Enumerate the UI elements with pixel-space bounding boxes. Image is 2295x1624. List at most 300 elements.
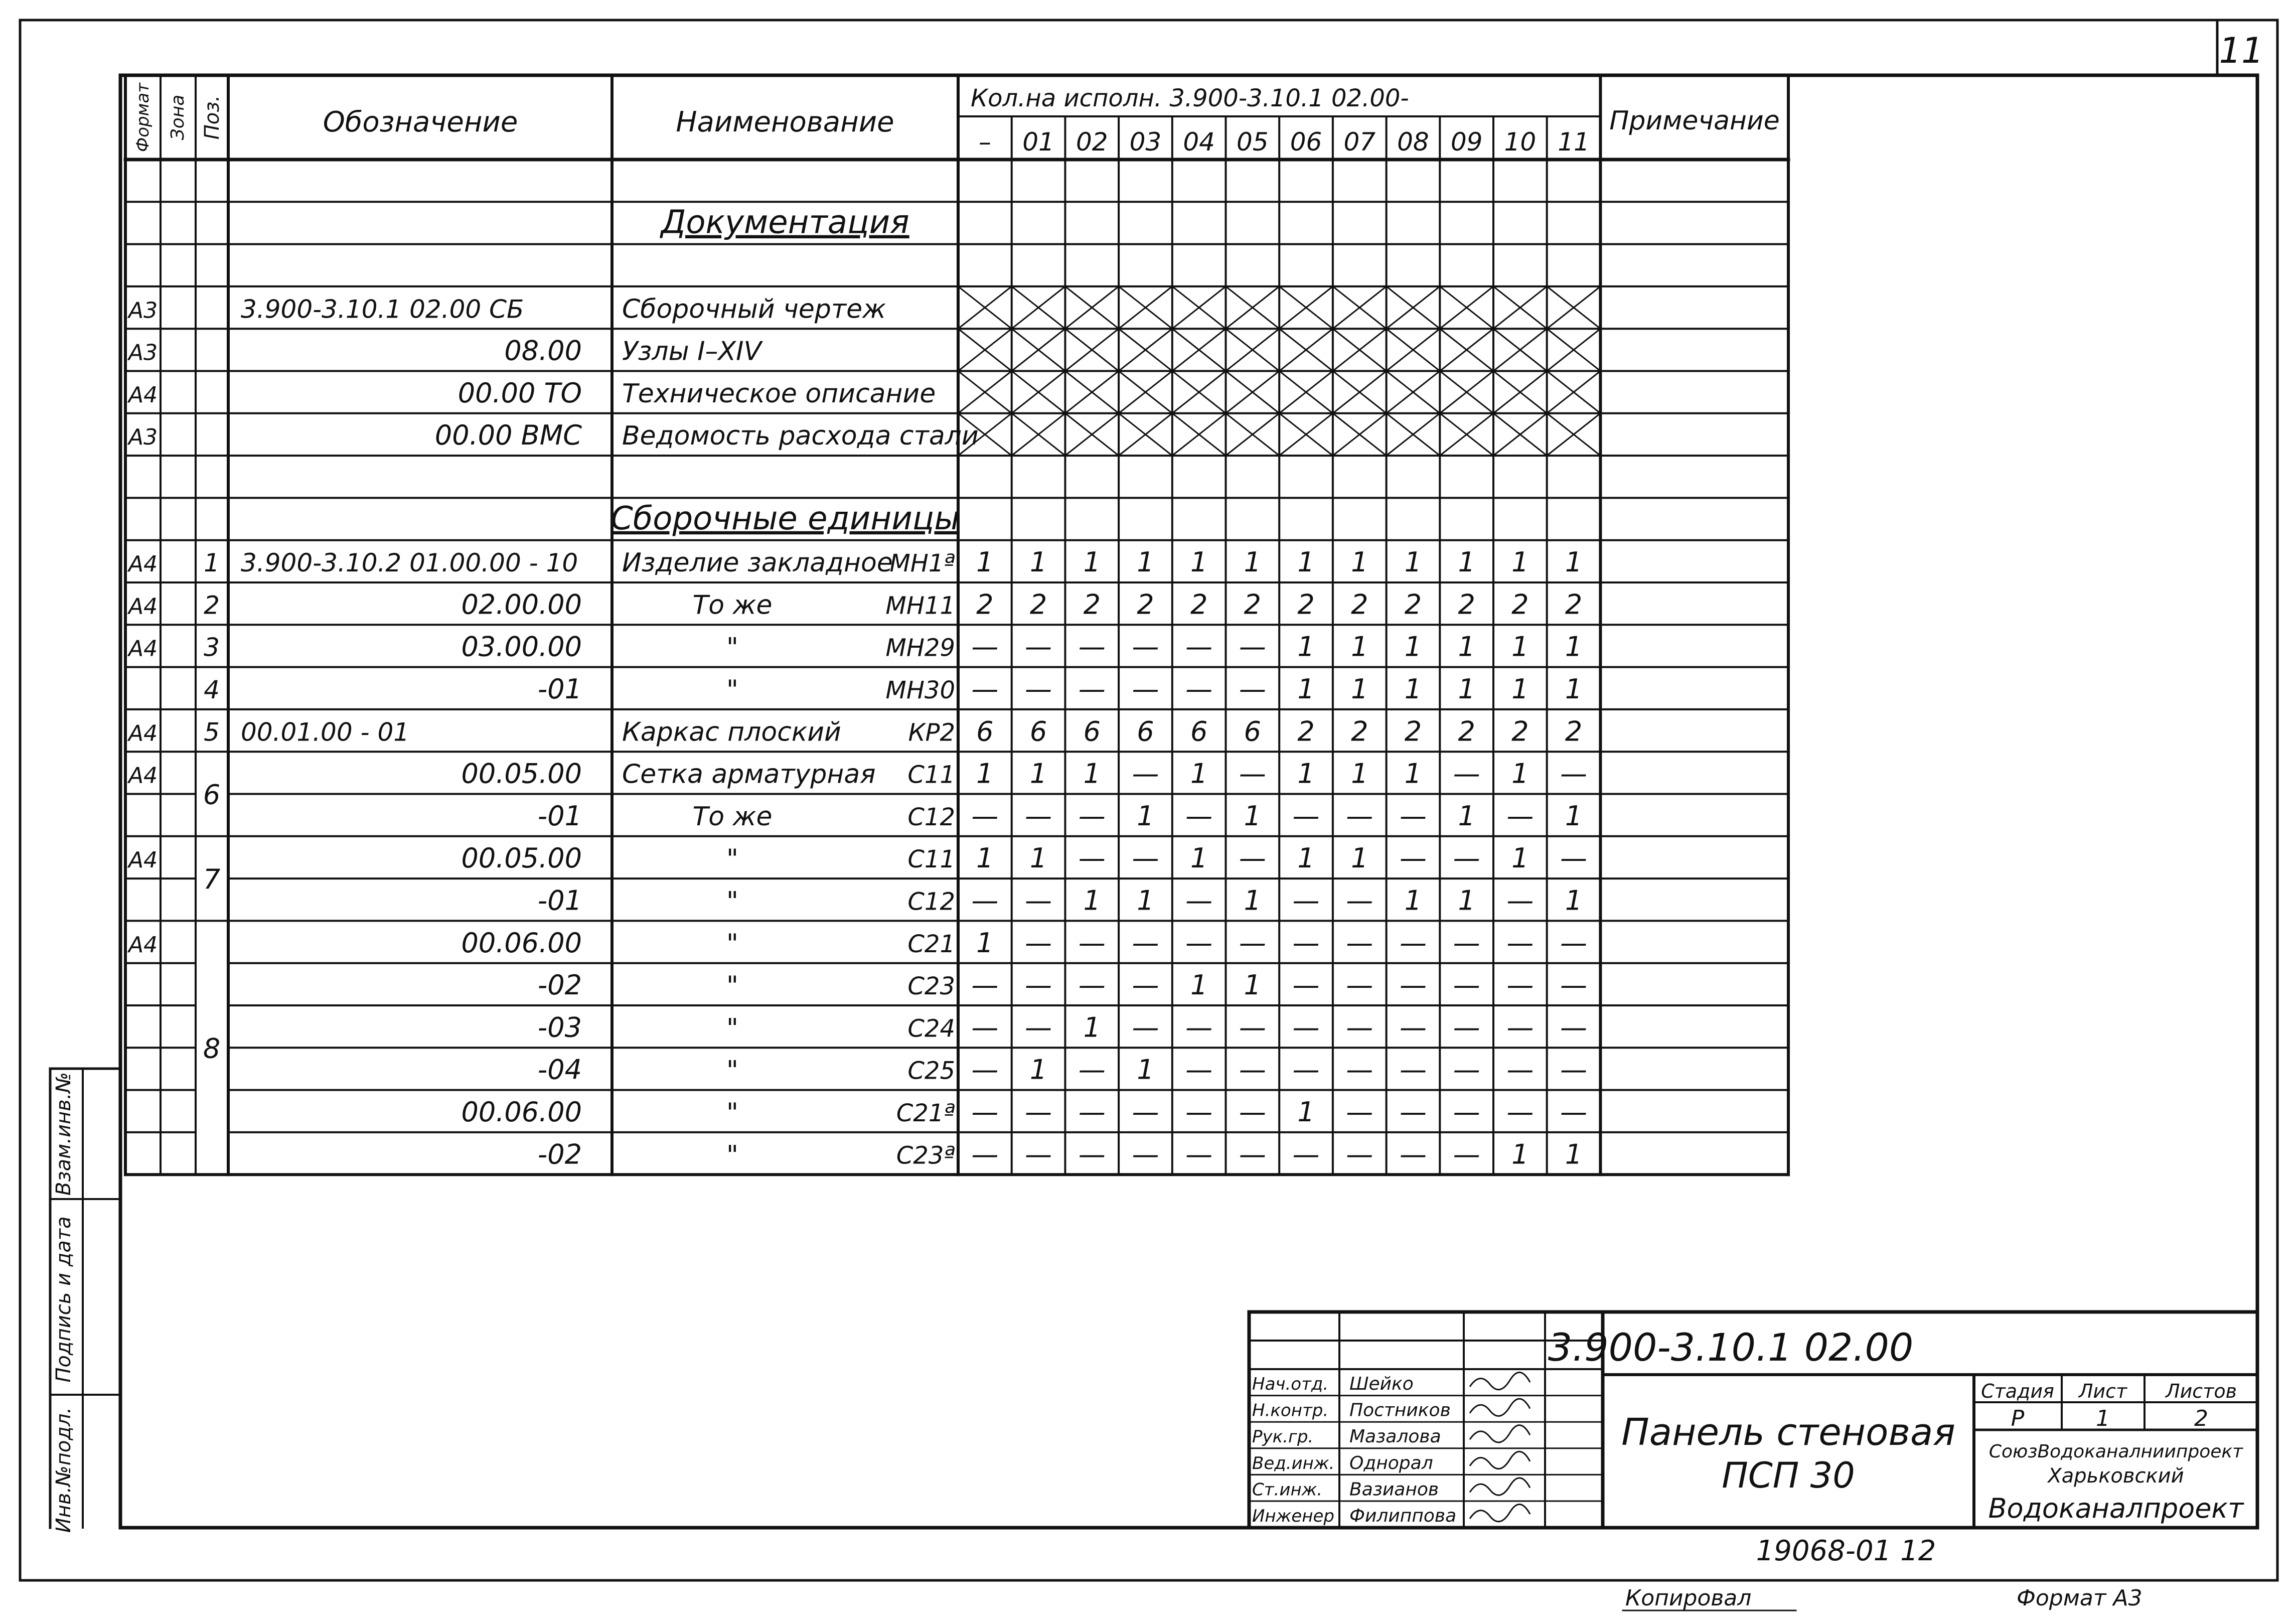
qty-cell: — xyxy=(971,673,999,705)
qty-cell: — xyxy=(1025,927,1052,959)
qty-cell: 1 xyxy=(1511,631,1529,663)
table-row xyxy=(538,800,1582,832)
header-name: Наименование xyxy=(676,106,894,138)
variant-header: 05 xyxy=(1237,127,1269,157)
format-label: Формат А3 xyxy=(2017,1585,2143,1611)
row-mark: МН30 xyxy=(885,676,955,704)
qty-cell: 1 xyxy=(1511,758,1529,790)
row-name: Изделие закладное xyxy=(622,548,893,578)
row-designation: 02.00.00 xyxy=(461,588,582,621)
side-stamp-label: Инв.№подл. xyxy=(52,1407,75,1533)
header-note: Примечание xyxy=(1609,106,1780,136)
qty-cell: — xyxy=(1292,1011,1320,1044)
qty-cell: — xyxy=(1132,1138,1159,1170)
variant-header: 02 xyxy=(1076,127,1108,157)
qty-cell: 1 xyxy=(1404,758,1422,790)
row-mark: С11 xyxy=(907,845,955,874)
row-name: " xyxy=(726,886,738,917)
qty-cell: — xyxy=(1239,1054,1266,1086)
qty-cell: — xyxy=(1292,800,1320,832)
row-designation: -03 xyxy=(537,1011,582,1044)
header-format: Формат xyxy=(133,83,153,152)
qty-cell: 2 xyxy=(1565,715,1583,748)
qty-cell: 2 xyxy=(1458,715,1475,748)
qty-cell: — xyxy=(1185,1054,1213,1086)
qty-cell: — xyxy=(1346,1054,1373,1086)
table-row xyxy=(127,286,1600,329)
qty-cell: — xyxy=(1239,927,1266,959)
variant-header: 07 xyxy=(1343,127,1376,157)
row-designation: -02 xyxy=(537,1138,582,1170)
qty-cell: 2 xyxy=(1244,588,1262,621)
qty-cell: — xyxy=(1346,969,1373,1001)
header-pos: Поз. xyxy=(201,95,224,140)
qty-cell: — xyxy=(1506,1096,1534,1128)
variant-header: 06 xyxy=(1290,127,1322,157)
qty-cell: — xyxy=(1132,673,1159,705)
table-header xyxy=(133,82,1780,157)
qty-cell: 2 xyxy=(1404,715,1422,748)
side-stamp xyxy=(50,1069,120,1533)
qty-cell: 1 xyxy=(1190,969,1208,1001)
doc-code: 3.900-3.10.1 02.00 xyxy=(1548,1325,1914,1370)
qty-cell: 1 xyxy=(1029,546,1047,578)
row-mark: С21ª xyxy=(896,1099,955,1127)
qty-cell: — xyxy=(971,1138,999,1170)
qty-cell: — xyxy=(1078,1138,1106,1170)
variant-header: 08 xyxy=(1397,127,1429,157)
row-designation: 00.06.00 xyxy=(461,1096,582,1128)
qty-cell: — xyxy=(1506,927,1534,959)
qty-cell: 1 xyxy=(1029,842,1047,874)
header-designation: Обозначение xyxy=(323,106,518,138)
qty-cell: — xyxy=(1025,969,1052,1001)
panel-title: Панель стеновая xyxy=(1621,1411,1955,1454)
row-name: Каркас плоский xyxy=(622,717,841,748)
staff-role: Ст.инж. xyxy=(1252,1480,1323,1500)
qty-cell: 6 xyxy=(976,715,994,748)
row-name: Узлы I–XIV xyxy=(622,336,762,367)
row-mark: С23ª xyxy=(896,1141,955,1170)
qty-cell: 1 xyxy=(1137,800,1154,832)
qty-cell: 1 xyxy=(1297,546,1315,578)
section-heading: Документация xyxy=(661,204,909,241)
row-mark: С12 xyxy=(907,888,955,916)
row-designation: -04 xyxy=(537,1054,582,1086)
sheet-number: 11 xyxy=(2219,30,2264,71)
qty-cell: 6 xyxy=(1190,715,1208,748)
row-name: " xyxy=(726,632,738,663)
qty-cell: 1 xyxy=(1083,758,1101,790)
row-designation: 00.00 ВМС xyxy=(434,419,582,452)
row-format: А4 xyxy=(128,720,158,747)
qty-cell: — xyxy=(1453,1054,1480,1086)
row-name: Сетка арматурная xyxy=(622,759,876,790)
qty-cell: — xyxy=(971,631,999,663)
sheet-label: Лист xyxy=(2078,1380,2127,1402)
title-block xyxy=(1249,1312,2257,1528)
qty-cell: 1 xyxy=(1458,631,1475,663)
row-format: А3 xyxy=(128,424,158,451)
qty-cell: 1 xyxy=(1511,1138,1529,1170)
qty-cell: — xyxy=(1453,969,1480,1001)
row-designation: 03.00.00 xyxy=(461,631,582,663)
row-pos: 3 xyxy=(204,633,220,662)
row-name: " xyxy=(726,674,738,705)
table-row xyxy=(538,969,1587,1001)
row-designation: 00.06.00 xyxy=(461,927,582,959)
variant-header: 01 xyxy=(1022,127,1054,157)
table-row xyxy=(204,673,1582,705)
staff-role: Рук.гр. xyxy=(1252,1427,1314,1447)
qty-cell: 1 xyxy=(1565,631,1583,663)
row-pos: 5 xyxy=(204,717,220,747)
copied-label: Копировал xyxy=(1625,1585,1752,1611)
row-mark: КР2 xyxy=(908,718,955,747)
qty-cell: — xyxy=(1078,631,1106,663)
qty-cell: — xyxy=(1560,969,1588,1001)
table-row xyxy=(127,329,1600,371)
sheet-value: 1 xyxy=(2096,1406,2110,1431)
qty-cell: — xyxy=(1292,927,1320,959)
qty-cell: 1 xyxy=(1404,631,1422,663)
row-designation: 00.01.00 - 01 xyxy=(241,717,410,747)
qty-cell: 1 xyxy=(1083,884,1101,917)
row-name: " xyxy=(726,1140,738,1170)
row-format: А4 xyxy=(128,382,158,408)
qty-cell: — xyxy=(1025,631,1052,663)
row-name: То же xyxy=(692,801,773,832)
qty-cell: — xyxy=(1078,842,1106,874)
qty-cell: — xyxy=(1346,1011,1373,1044)
qty-cell: — xyxy=(1453,1096,1480,1128)
qty-cell: 1 xyxy=(1351,546,1368,578)
qty-cell: — xyxy=(1560,758,1588,790)
sheets-label: Листов xyxy=(2166,1380,2237,1402)
staff-role: Вед.инж. xyxy=(1252,1453,1335,1473)
qty-cell: — xyxy=(1292,969,1320,1001)
row-format: А3 xyxy=(128,340,158,366)
qty-cell: — xyxy=(1078,800,1106,832)
row-name: Сборочный чертеж xyxy=(622,294,886,325)
qty-cell: 1 xyxy=(1458,884,1475,917)
row-mark: С21 xyxy=(907,930,955,958)
row-mark: МН29 xyxy=(885,634,955,662)
qty-cell: — xyxy=(1346,1138,1373,1170)
qty-cell: 1 xyxy=(1297,631,1315,663)
qty-cell: 2 xyxy=(1351,715,1368,748)
qty-cell: 1 xyxy=(1083,1011,1101,1044)
qty-cell: 2 xyxy=(1511,588,1529,621)
signature-mark xyxy=(1470,1504,1530,1521)
staff-name: Однорал xyxy=(1349,1452,1433,1473)
row-mark: МН11 xyxy=(885,592,955,620)
qty-cell: — xyxy=(1399,1096,1427,1128)
org-line: СоюзВодоканалниипроект xyxy=(1988,1441,2243,1462)
qty-cell: — xyxy=(1185,800,1213,832)
qty-cell: 1 xyxy=(1351,842,1368,874)
table-row xyxy=(127,758,1587,790)
row-mark: С24 xyxy=(907,1014,955,1043)
qty-cell: — xyxy=(1078,1096,1106,1128)
qty-cell: — xyxy=(1078,1054,1106,1086)
qty-cell: 2 xyxy=(1137,588,1154,621)
row-name: " xyxy=(726,1097,738,1128)
qty-cell: 1 xyxy=(1404,546,1422,578)
qty-cell: — xyxy=(1506,969,1534,1001)
merged-pos: 7 xyxy=(203,863,221,896)
table-row xyxy=(127,927,1587,959)
qty-cell: 1 xyxy=(1137,1054,1154,1086)
table-row xyxy=(538,884,1582,916)
table-row xyxy=(127,715,1582,747)
signature-mark xyxy=(1470,1425,1530,1442)
row-name: " xyxy=(726,1013,738,1044)
qty-cell: — xyxy=(1025,673,1052,705)
qty-cell: — xyxy=(1346,884,1373,917)
row-name: " xyxy=(726,1055,738,1086)
header-zone: Зона xyxy=(168,94,188,140)
qty-cell: 1 xyxy=(976,546,994,578)
row-mark: С12 xyxy=(907,803,955,831)
qty-cell: — xyxy=(1185,673,1213,705)
qty-cell: 1 xyxy=(1297,1096,1315,1128)
qty-cell: — xyxy=(1346,1096,1373,1128)
row-name: " xyxy=(726,844,738,874)
row-format: А4 xyxy=(128,594,158,620)
qty-cell: — xyxy=(1025,1011,1052,1044)
qty-cell: — xyxy=(1132,1096,1159,1128)
row-format: А4 xyxy=(128,763,158,789)
qty-cell: — xyxy=(971,1096,999,1128)
stage-label: Стадия xyxy=(1981,1380,2054,1402)
staff-name: Шейко xyxy=(1349,1374,1414,1395)
qty-cell: 2 xyxy=(1029,588,1047,621)
qty-cell: 2 xyxy=(1083,588,1101,621)
qty-cell: 1 xyxy=(1029,1054,1047,1086)
row-name: " xyxy=(726,971,738,1001)
qty-cell: — xyxy=(1239,842,1266,874)
qty-cell: — xyxy=(1399,1054,1427,1086)
qty-cell: 1 xyxy=(1029,758,1047,790)
variant-header: 11 xyxy=(1558,127,1590,157)
row-designation: 00.00 ТО xyxy=(457,377,582,409)
header-qty: Кол.на исполн. 3.900-3.10.1 02.00- xyxy=(971,84,1409,112)
row-format: А4 xyxy=(128,551,158,577)
variant-header: 04 xyxy=(1183,127,1215,157)
qty-cell: — xyxy=(1453,1138,1480,1170)
qty-cell: 6 xyxy=(1029,715,1047,748)
qty-cell: 1 xyxy=(1244,800,1262,832)
staff-name: Вазианов xyxy=(1349,1479,1439,1500)
qty-cell: 1 xyxy=(1297,842,1315,874)
qty-cell: — xyxy=(1025,1138,1052,1170)
qty-cell: 1 xyxy=(1511,546,1529,578)
qty-cell: — xyxy=(1185,1011,1213,1044)
staff-name: Мазалова xyxy=(1349,1426,1441,1447)
qty-cell: 2 xyxy=(1458,588,1475,621)
signature-mark xyxy=(1470,1372,1530,1389)
qty-cell: 1 xyxy=(1190,842,1208,874)
qty-cell: 1 xyxy=(1244,884,1262,917)
row-format: А3 xyxy=(128,298,158,324)
table-row xyxy=(127,371,1600,413)
qty-cell: — xyxy=(1185,927,1213,959)
staff-name: Постников xyxy=(1349,1400,1451,1421)
qty-cell: 6 xyxy=(1244,715,1262,748)
specification-table-text xyxy=(127,82,1780,1170)
row-mark: МН1ª xyxy=(889,549,955,578)
qty-cell: 1 xyxy=(1137,546,1154,578)
qty-cell: 2 xyxy=(1404,588,1422,621)
table-row xyxy=(127,413,1600,456)
qty-cell: — xyxy=(1560,927,1588,959)
qty-cell: — xyxy=(1185,884,1213,917)
row-designation: 3.900-3.10.1 02.00 СБ xyxy=(241,294,524,324)
table-row xyxy=(462,1096,1588,1128)
staff-name: Филиппова xyxy=(1349,1506,1457,1527)
qty-cell: — xyxy=(1399,927,1427,959)
qty-cell: 2 xyxy=(1511,715,1529,748)
variant-header: – xyxy=(978,127,991,157)
qty-cell: 1 xyxy=(1404,884,1422,917)
table-row xyxy=(659,204,909,241)
qty-cell: 1 xyxy=(976,927,994,959)
specification-table-grid xyxy=(125,75,1788,1174)
signature-mark xyxy=(1470,1399,1530,1416)
staff-role: Н.контр. xyxy=(1252,1400,1329,1421)
merged-pos: 6 xyxy=(203,779,221,811)
qty-cell: — xyxy=(971,1011,999,1044)
qty-cell: 2 xyxy=(1297,588,1315,621)
qty-cell: 1 xyxy=(1458,800,1475,832)
row-name: Техническое описание xyxy=(622,378,936,409)
qty-cell: 2 xyxy=(1351,588,1368,621)
row-mark: С11 xyxy=(907,761,955,789)
qty-cell: — xyxy=(1025,1096,1052,1128)
qty-cell: — xyxy=(1560,1096,1588,1128)
row-mark: С23 xyxy=(907,972,955,1001)
org-name: Водоканалпроект xyxy=(1988,1493,2244,1524)
panel-mark: ПСП 30 xyxy=(1722,1455,1855,1496)
row-format: А4 xyxy=(128,847,158,873)
row-name: Ведомость расхода стали xyxy=(622,421,979,452)
qty-cell: 1 xyxy=(1244,969,1262,1001)
qty-cell: — xyxy=(1453,1011,1480,1044)
qty-cell: — xyxy=(1560,1011,1588,1044)
qty-cell: 1 xyxy=(1351,631,1368,663)
qty-cell: — xyxy=(971,1054,999,1086)
qty-cell: 1 xyxy=(1190,758,1208,790)
row-pos: 2 xyxy=(204,590,220,620)
row-designation: -01 xyxy=(537,884,582,917)
qty-cell: — xyxy=(1132,758,1159,790)
row-name: " xyxy=(726,928,738,959)
qty-cell: 1 xyxy=(976,758,994,790)
section-heading: Сборочные единицы xyxy=(610,500,960,537)
staff-role: Нач.отд. xyxy=(1252,1374,1329,1395)
qty-cell: 2 xyxy=(1190,588,1208,621)
row-designation: -02 xyxy=(537,969,582,1001)
merged-pos: 8 xyxy=(203,1032,221,1065)
qty-cell: — xyxy=(1346,800,1373,832)
qty-cell: 6 xyxy=(1083,715,1101,748)
qty-cell: 1 xyxy=(1458,546,1475,578)
row-designation: 3.900-3.10.2 01.00.00 - 10 xyxy=(241,548,578,578)
table-row xyxy=(610,500,960,537)
row-format: А4 xyxy=(128,636,158,662)
qty-cell: — xyxy=(1132,969,1159,1001)
qty-cell: — xyxy=(1078,969,1106,1001)
qty-cell: 2 xyxy=(1297,715,1315,748)
table-row xyxy=(127,631,1582,663)
qty-cell: 1 xyxy=(1351,673,1368,705)
qty-cell: — xyxy=(971,884,999,917)
row-name: То же xyxy=(692,590,773,621)
qty-cell: — xyxy=(1132,631,1159,663)
qty-cell: — xyxy=(1399,842,1427,874)
row-format: А4 xyxy=(128,932,158,958)
qty-cell: — xyxy=(971,800,999,832)
qty-cell: — xyxy=(1025,884,1052,917)
row-pos: 1 xyxy=(204,548,220,578)
qty-cell: — xyxy=(1292,1054,1320,1086)
qty-cell: — xyxy=(1506,1054,1534,1086)
qty-cell: — xyxy=(1078,927,1106,959)
qty-cell: — xyxy=(1399,800,1427,832)
stage-value: Р xyxy=(2011,1406,2025,1431)
qty-cell: — xyxy=(1453,927,1480,959)
qty-cell: 1 xyxy=(976,842,994,874)
qty-cell: — xyxy=(1239,1138,1266,1170)
table-row xyxy=(538,1138,1582,1170)
qty-cell: — xyxy=(1239,1011,1266,1044)
qty-cell: — xyxy=(1239,1096,1266,1128)
qty-cell: 1 xyxy=(1458,673,1475,705)
qty-cell: 1 xyxy=(1083,546,1101,578)
qty-cell: 1 xyxy=(1565,673,1583,705)
qty-cell: — xyxy=(1132,927,1159,959)
qty-cell: 1 xyxy=(1511,842,1529,874)
qty-cell: — xyxy=(1239,758,1266,790)
qty-cell: — xyxy=(971,969,999,1001)
qty-cell: 1 xyxy=(1565,884,1583,917)
qty-cell: — xyxy=(1399,1011,1427,1044)
qty-cell: — xyxy=(1453,758,1480,790)
variant-header: 09 xyxy=(1450,127,1483,157)
row-designation: -01 xyxy=(537,673,582,705)
side-stamp-label: Подпись и дата xyxy=(52,1216,75,1383)
qty-cell: 2 xyxy=(1565,588,1583,621)
row-designation: -01 xyxy=(537,800,582,832)
qty-cell: 1 xyxy=(1297,758,1315,790)
qty-cell: 1 xyxy=(1351,758,1368,790)
table-row xyxy=(127,546,1582,578)
variant-header: 10 xyxy=(1504,127,1537,157)
qty-cell: 1 xyxy=(1404,673,1422,705)
qty-cell: 1 xyxy=(1565,1138,1583,1170)
qty-cell: — xyxy=(1399,1138,1427,1170)
row-pos: 4 xyxy=(204,675,220,704)
qty-cell: — xyxy=(1239,673,1266,705)
variant-header: 03 xyxy=(1129,127,1162,157)
side-stamp-label: Взам.инв.№ xyxy=(52,1072,75,1196)
qty-cell: 2 xyxy=(976,588,994,621)
table-row xyxy=(127,842,1587,874)
qty-cell: — xyxy=(1132,842,1159,874)
sheets-value: 2 xyxy=(2194,1406,2208,1431)
qty-cell: — xyxy=(1292,1138,1320,1170)
